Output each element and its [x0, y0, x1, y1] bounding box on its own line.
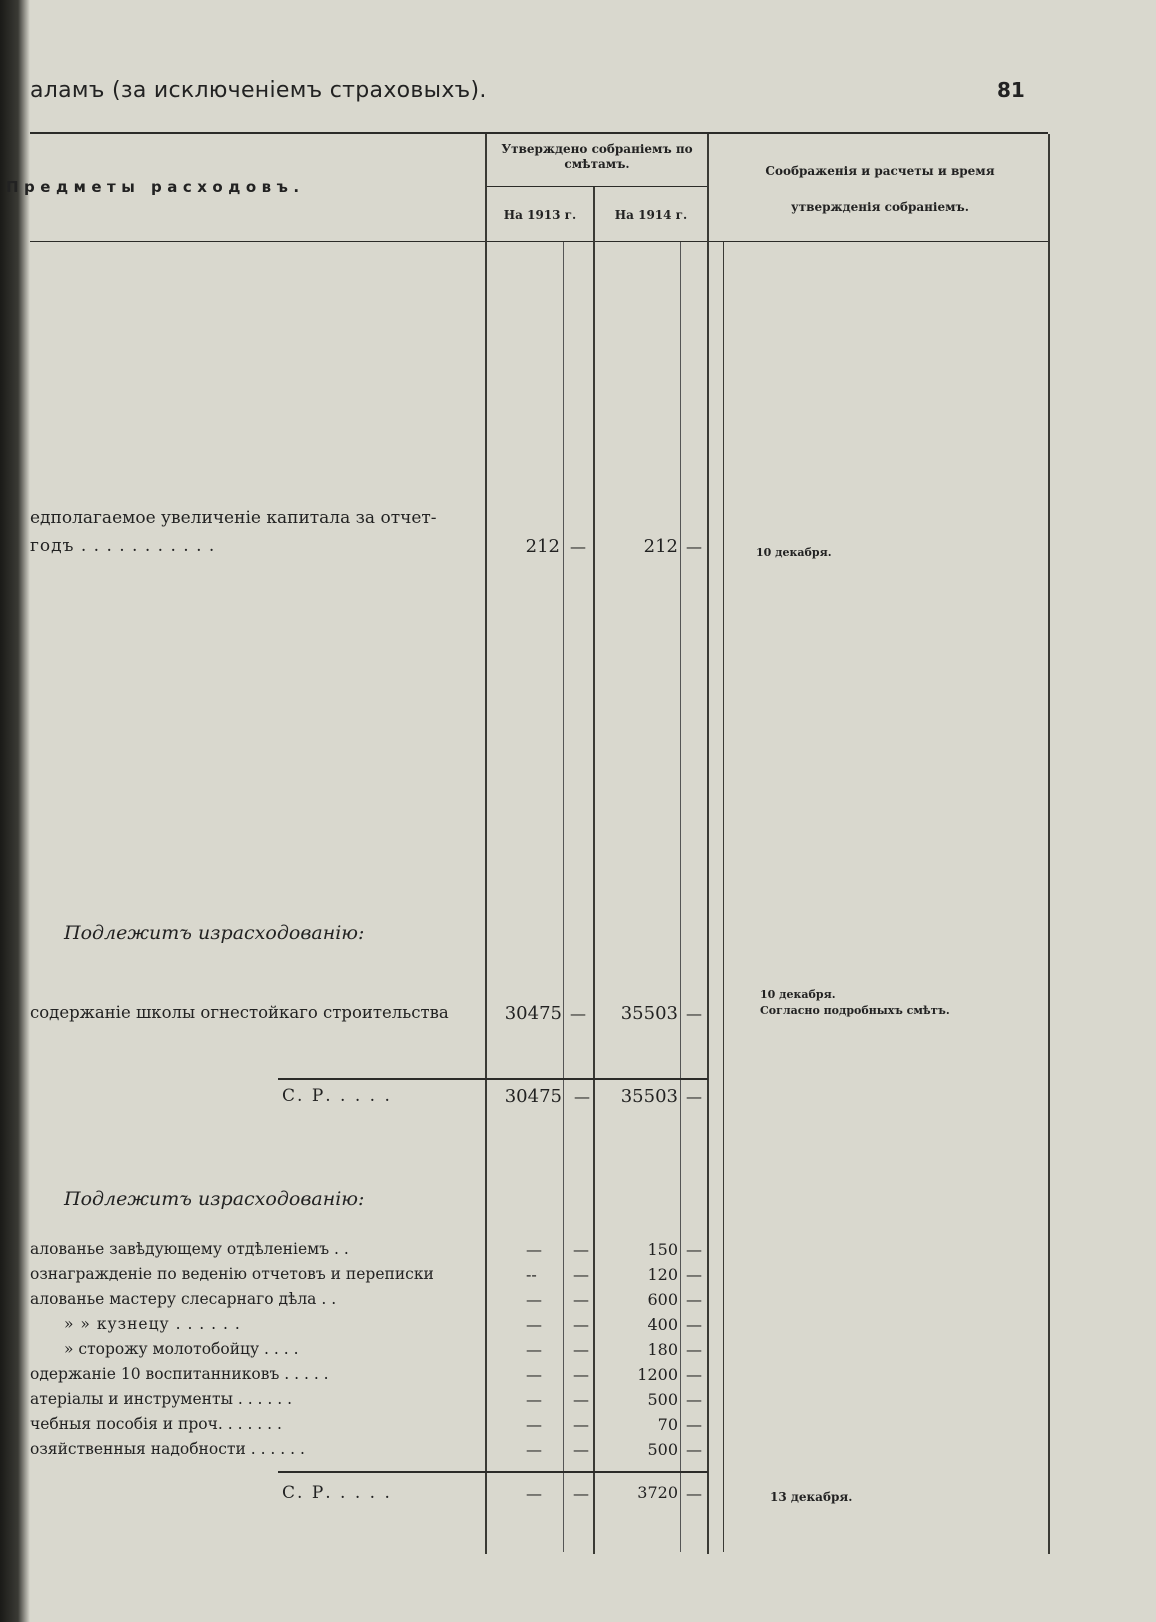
col-divider-1913-1914: [593, 187, 595, 1554]
school-total-1913: 30475: [504, 1086, 562, 1107]
table-header-rule: [30, 241, 1048, 242]
dept-item-1913: --: [526, 1265, 537, 1284]
dept-item-1913-kop: —: [573, 1240, 589, 1259]
capital-1913-kop: —: [570, 537, 586, 556]
dept-total-rule: [278, 1471, 708, 1473]
dept-item-1914: 180: [647, 1340, 678, 1359]
dept-item-1913-kop: —: [573, 1365, 589, 1384]
dept-item-1913-kop: —: [573, 1415, 589, 1434]
dept-item-1914: 120: [647, 1265, 678, 1284]
dept-total-1914: 3720: [637, 1483, 678, 1502]
dept-item-1914-kop: —: [686, 1365, 702, 1384]
school-total-1913-kop: —: [574, 1087, 590, 1106]
dept-item-label: одержаніе 10 воспитанниковъ . . . . .: [30, 1365, 329, 1383]
capital-1914-kop: —: [686, 537, 702, 556]
dept-item-label: озяйственныя надобности . . . . . .: [30, 1440, 305, 1458]
capital-1913-value: 212: [525, 536, 560, 557]
dept-item-label: алованье мастеру слесарнаго дѣла . .: [30, 1290, 337, 1308]
subject-heading: Предметы расходовъ.: [6, 178, 305, 196]
dept-item-1913: —: [526, 1390, 542, 1409]
dept-item-1913-kop: —: [573, 1290, 589, 1309]
book-binding-edge: [0, 0, 30, 1622]
dept-note: 13 декабря.: [770, 1490, 853, 1504]
dept-item-1913: —: [526, 1440, 542, 1459]
dept-item-1914: 70: [657, 1415, 678, 1434]
dept-total-label: С. Р. . . . .: [282, 1483, 392, 1503]
dept-item-1914: 600: [647, 1290, 678, 1309]
dept-item-1914: 500: [647, 1440, 678, 1459]
dept-item-1913: —: [526, 1315, 542, 1334]
dept-item-label: » сторожу молотобойцу . . . .: [64, 1340, 299, 1358]
dept-item-1913-kop: —: [573, 1265, 589, 1284]
dept-item-1914-kop: —: [686, 1390, 702, 1409]
dept-item-label: алованье завѣдующему отдѣленіемъ . .: [30, 1240, 349, 1258]
capital-label-line2: годъ . . . . . . . . . . .: [30, 536, 216, 556]
department-section-heading: Подлежитъ израсходованію:: [64, 1188, 365, 1210]
capital-1914-value: 212: [643, 536, 678, 557]
school-1914-value: 35503: [620, 1003, 678, 1024]
school-1913-kop: —: [570, 1004, 586, 1023]
table-right-rule: [1048, 134, 1050, 1554]
school-section-heading: Подлежитъ израсходованію:: [64, 922, 365, 944]
school-1913-value: 30475: [504, 1003, 562, 1024]
capital-label-line1: едполагаемое увеличеніе капитала за отчет-: [30, 508, 437, 528]
dept-item-1914-kop: —: [686, 1315, 702, 1334]
dept-total-1914-kop: —: [686, 1484, 702, 1503]
dept-item-1913-kop: —: [573, 1340, 589, 1359]
dept-item-1914-kop: —: [686, 1290, 702, 1309]
school-total-1914-kop: —: [686, 1087, 702, 1106]
dept-item-1914: 400: [647, 1315, 678, 1334]
dept-item-1914-kop: —: [686, 1340, 702, 1359]
table-top-rule: [30, 132, 1048, 134]
approved-subrule: [486, 186, 708, 187]
dept-item-1914-kop: —: [686, 1415, 702, 1434]
col-divider-remarks: [707, 134, 709, 1554]
dept-item-1914-kop: —: [686, 1240, 702, 1259]
col-divider-remarks-inner: [723, 242, 724, 1552]
approved-heading: Утверждено собраніемъ по смѣтамъ.: [501, 142, 693, 171]
dept-item-label: атеріалы и инструменты . . . . . .: [30, 1390, 293, 1408]
year-1913-heading: На 1913 г.: [503, 208, 577, 222]
dept-item-1913: —: [526, 1340, 542, 1359]
dept-item-1913: —: [526, 1415, 542, 1434]
school-1914-kop: —: [686, 1004, 702, 1023]
dept-item-1913: —: [526, 1240, 542, 1259]
school-total-1914: 35503: [620, 1086, 678, 1107]
school-note-detail: Согласно подробныхъ смѣтъ.: [760, 1004, 950, 1017]
page-number: 81: [997, 78, 1025, 102]
remarks-heading-line1: Соображенія и расчеты и время: [765, 164, 995, 178]
school-note-date: 10 декабря.: [760, 988, 836, 1001]
dept-item-1914: 1200: [637, 1365, 678, 1384]
dept-item-1914: 150: [647, 1240, 678, 1259]
dept-item-label: ознагражденіе по веденію отчетовъ и переписки: [30, 1265, 434, 1283]
dept-total-1913: —: [526, 1484, 542, 1503]
school-total-label: С. Р. . . . .: [282, 1086, 392, 1106]
col-divider-subject: [485, 134, 487, 1554]
dept-item-1913: —: [526, 1365, 542, 1384]
dept-item-1914: 500: [647, 1390, 678, 1409]
dept-item-label: » » кузнецу . . . . . .: [64, 1315, 241, 1333]
school-total-rule: [278, 1078, 708, 1080]
dept-item-label: чебныя пособія и проч. . . . . . .: [30, 1415, 282, 1433]
col-divider-1914-kop: [680, 242, 681, 1552]
col-divider-1913-kop: [563, 242, 564, 1552]
capital-note: 10 декабря.: [756, 546, 832, 559]
remarks-heading-line2: утвержденія собраніемъ.: [791, 200, 969, 214]
dept-item-1914-kop: —: [686, 1265, 702, 1284]
dept-item-1914-kop: —: [686, 1440, 702, 1459]
dept-item-1913: —: [526, 1290, 542, 1309]
running-title: аламъ (за исключеніемъ страховыхъ).: [30, 78, 487, 103]
dept-item-1913-kop: —: [573, 1390, 589, 1409]
dept-item-1913-kop: —: [573, 1315, 589, 1334]
dept-total-1913-kop: —: [573, 1484, 589, 1503]
school-label: содержаніе школы огнестойкаго строительства: [30, 1003, 449, 1022]
dept-item-1913-kop: —: [573, 1440, 589, 1459]
year-1914-heading: На 1914 г.: [614, 208, 688, 222]
